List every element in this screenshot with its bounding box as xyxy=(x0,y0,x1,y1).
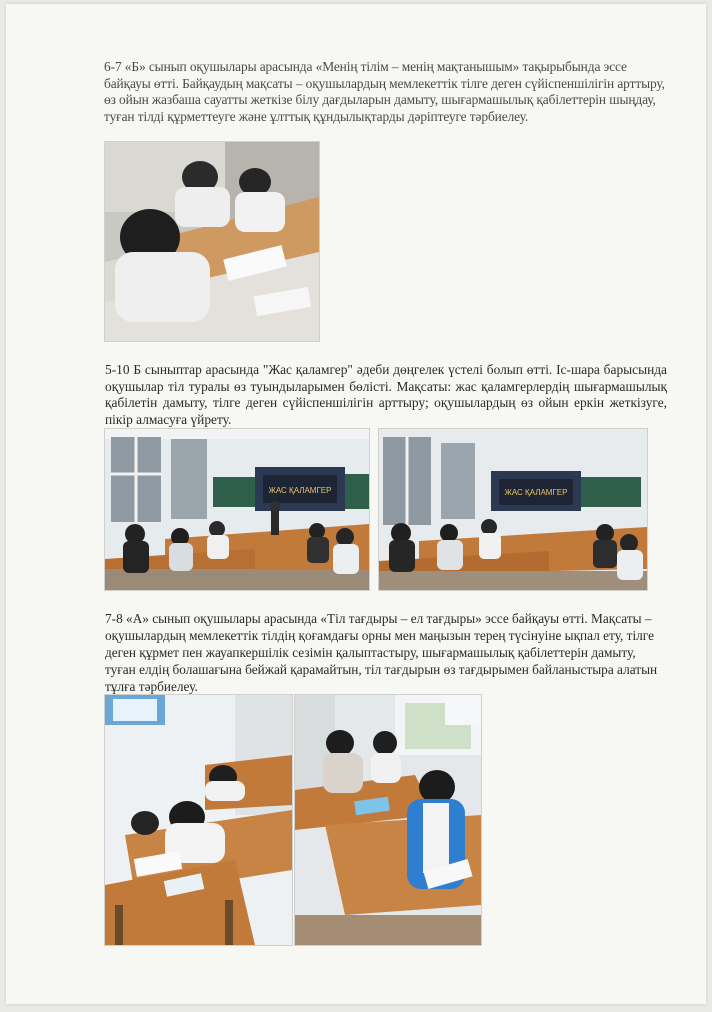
document-page xyxy=(6,4,706,1004)
screen-caption-2: ЖАС ҚАЛАМГЕР xyxy=(504,488,568,497)
paragraph-essay-contest-6-7b: 6-7 «Б» сынып оқушылары арасында «Менің тілім – менің мақтанышым» тақырыбында эссе байқауы өтті. Байқаудың мақсаты – оқушылардың мемлекеттік тілге деген сүйіспеншілігін арттыру, өз ойын жазбаша сауатты жеткізе білу дағдыларын дамыту, шығармашылық қабілеттерін шыңдау, туған тілді құрметтеуге және ұлттық құндылықтарды дәріптеуге тәрбиелеу. xyxy=(104,59,665,124)
photo-classroom-round-table-2 xyxy=(378,428,648,591)
paragraph-essay-contest-7-8a: 7-8 «А» сынып оқушылары арасында «Тіл тағдыры – ел тағдыры» эссе байқауы өтті. Мақсаты – оқушылардың мемлекеттік тілдің қоғамдағы орны мен маңызын терең түсінуіне ықпал ету, тілге деген құрмет пен жауапкершілік сезімін қалыптастыру, шығармашылық қабілеттерін дамыту, туған елдің болашағына бейжай қарамайтын, тіл тағдырын өз тағдырымен байланыстыра алатын тұлға тәрбиелеу. xyxy=(105,611,658,694)
photo-classroom-round-table-1 xyxy=(104,428,370,591)
screen-caption: ЖАС ҚАЛАМГЕР xyxy=(268,486,332,495)
photo-students-at-desk xyxy=(294,694,482,946)
photo-students-desks-writing xyxy=(104,694,293,946)
paragraph-round-table-zhas-kalamger: 5-10 Б сыныптар арасында "Жас қаламгер" әдеби дөңгелек үстелі болып өтті. Іс-шара барысында оқушылар тіл туралы өз туындыларымен бөлісті. Мақсаты: жас қаламгерлердің шығармашылық қабілетін дамыту, тілге деген сүйіспеншілігін арттыру; оқушылардың өз ойын еркін жеткізуге, пікір алмасуға үйрету. xyxy=(105,362,667,427)
photo-students-writing-essay xyxy=(104,141,320,342)
